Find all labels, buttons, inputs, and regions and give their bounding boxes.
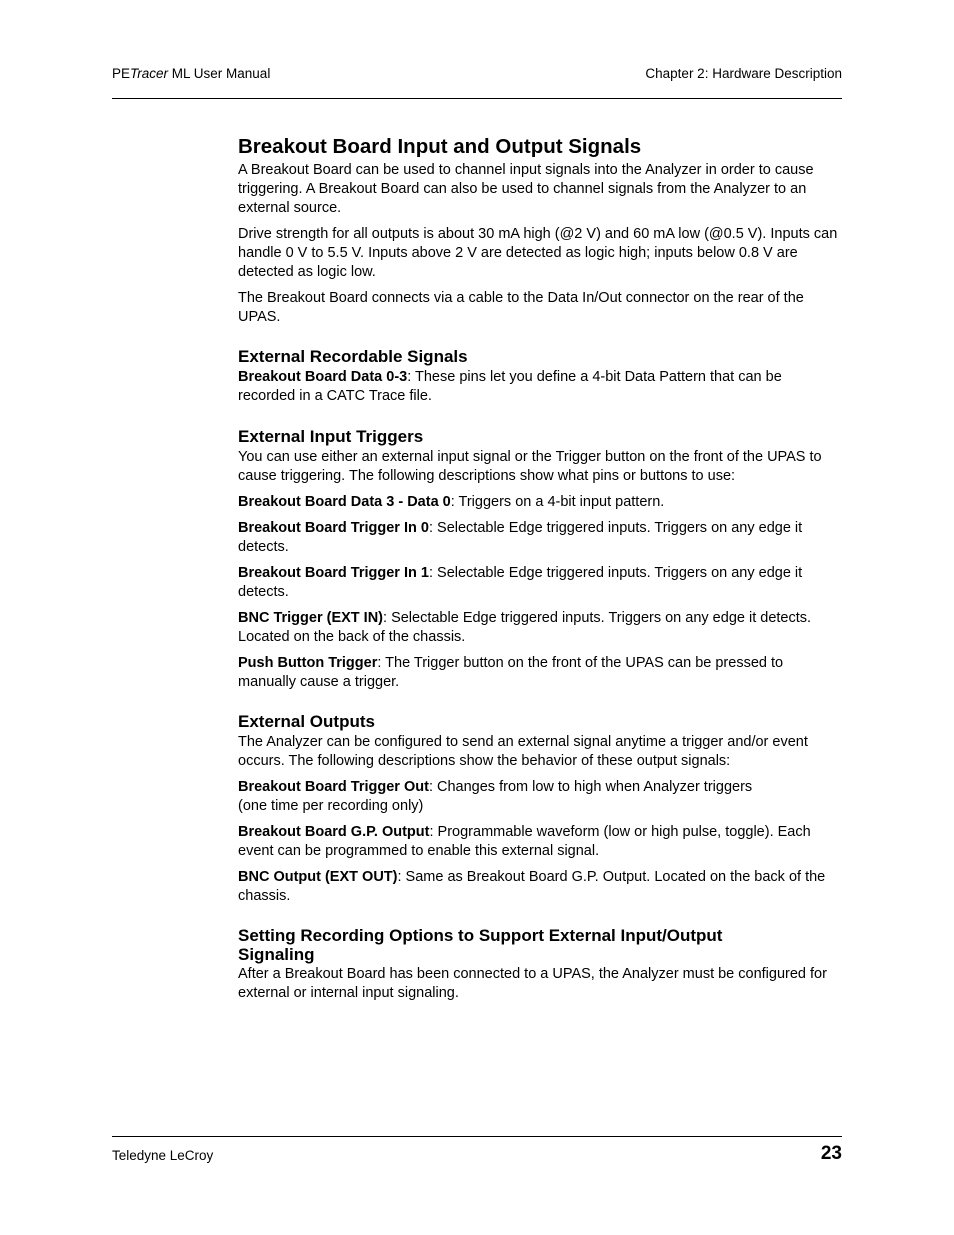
section-external-outputs [238,712,842,906]
section-paragraph: After a Breakout Board has been connected to a UPAS, the Analyzer must be configured for external or internal input signaling. [238,966,827,1001]
intro-paragraph: The Breakout Board connects via a cable to the Data In/Out connector on the rear of the UPAS. [238,290,804,325]
definition-item [238,654,842,692]
definition-text: : Same as Breakout Board G.P. Output. Located on the back of the chassis. [238,869,826,904]
definition-text: : The Trigger button on the front of the UPAS can be pressed to manually cause a trigger. [238,655,784,690]
section-heading-line: Signaling [238,945,315,964]
definition-term: BNC Trigger (EXT IN) [238,610,384,626]
page-title: Breakout Board Input and Output Signals [238,135,642,158]
section-heading [238,926,842,964]
manual-name-suffix: ML User Manual [168,66,271,81]
section-heading: External Input Triggers [238,427,424,446]
definition-text: : Changes from low to high when Analyzer triggers [428,779,753,795]
footer-rule [112,1136,842,1137]
header-rule [112,98,842,99]
definition-text: : Selectable Edge triggered inputs. Triggers on any edge it detects. Located on the back of the chassis. [238,610,812,645]
section-intro: The Analyzer can be configured to send an external signal anytime a trigger and/or event occurs. The following descriptions show the behavior of these output signals: [238,734,808,769]
definition-term: Push Button Trigger [238,655,378,671]
definition-item [238,368,842,406]
definition-item [238,609,842,647]
definition-item [238,493,842,512]
definition-text: : Triggers on a 4-bit input pattern. [450,494,665,510]
section-heading: External Outputs [238,712,375,731]
section-heading: External Recordable Signals [238,347,468,366]
running-header-chapter: Chapter 2: Hardware Description [645,66,842,81]
definition-term: Breakout Board Trigger In 0 [238,520,429,536]
definition-text: : Selectable Edge triggered inputs. Triggers on any edge it detects. [238,520,803,555]
definition-text: : Selectable Edge triggered inputs. Triggers on any edge it detects. [238,565,803,600]
definition-text-continued: (one time per recording only) [238,798,424,814]
definition-text: : These pins let you define a 4-bit Data Pattern that can be recorded in a CATC Trace file. [238,369,782,404]
section-intro: You can use either an external input signal or the Trigger button on the front of the UPAS to cause triggering. The following descriptions show what pins or buttons to use: [238,449,822,484]
running-header-title [112,66,270,82]
section-input-triggers [238,427,842,692]
section-recording-options [238,926,842,1003]
definition-text: : Programmable waveform (low or high pulse, toggle). Each event can be programmed to enable this external signal. [238,824,811,859]
intro-paragraph: A Breakout Board can be used to channel input signals into the Analyzer in order to cause triggering. A Breakout Board can also be used to channel signals from the Analyzer to an external source. [238,162,814,216]
section-heading-line: Setting Recording Options to Support External Input/Output [238,926,723,945]
definition-item [238,519,842,557]
footer-company: Teledyne LeCroy [112,1148,214,1163]
definition-term: Breakout Board Trigger Out [238,779,429,795]
definition-term: Breakout Board Trigger In 1 [238,565,429,581]
definition-item [238,778,842,816]
page-number: 23 [820,1143,842,1164]
definition-term: Breakout Board G.P. Output [238,824,430,840]
definition-term: Breakout Board Data 3 - Data 0 [238,494,451,510]
section-recordable-signals [238,347,842,406]
manual-name-italic: Tracer [130,66,169,81]
definition-item [238,823,842,861]
page-content [238,135,842,1010]
definition-term: Breakout Board Data 0-3 [238,369,408,385]
manual-name-prefix: PE [112,66,131,81]
definition-item [238,564,842,602]
definition-item [238,868,842,906]
intro-paragraph: Drive strength for all outputs is about 30 mA high (@2 V) and 60 mA low (@0.5 V). Inputs can handle 0 V to 5.5 V. Inputs above 2 V are detected as logic high; inputs below 0.8 V are detected as logic low. [238,226,838,280]
definition-term: BNC Output (EXT OUT) [238,869,398,885]
